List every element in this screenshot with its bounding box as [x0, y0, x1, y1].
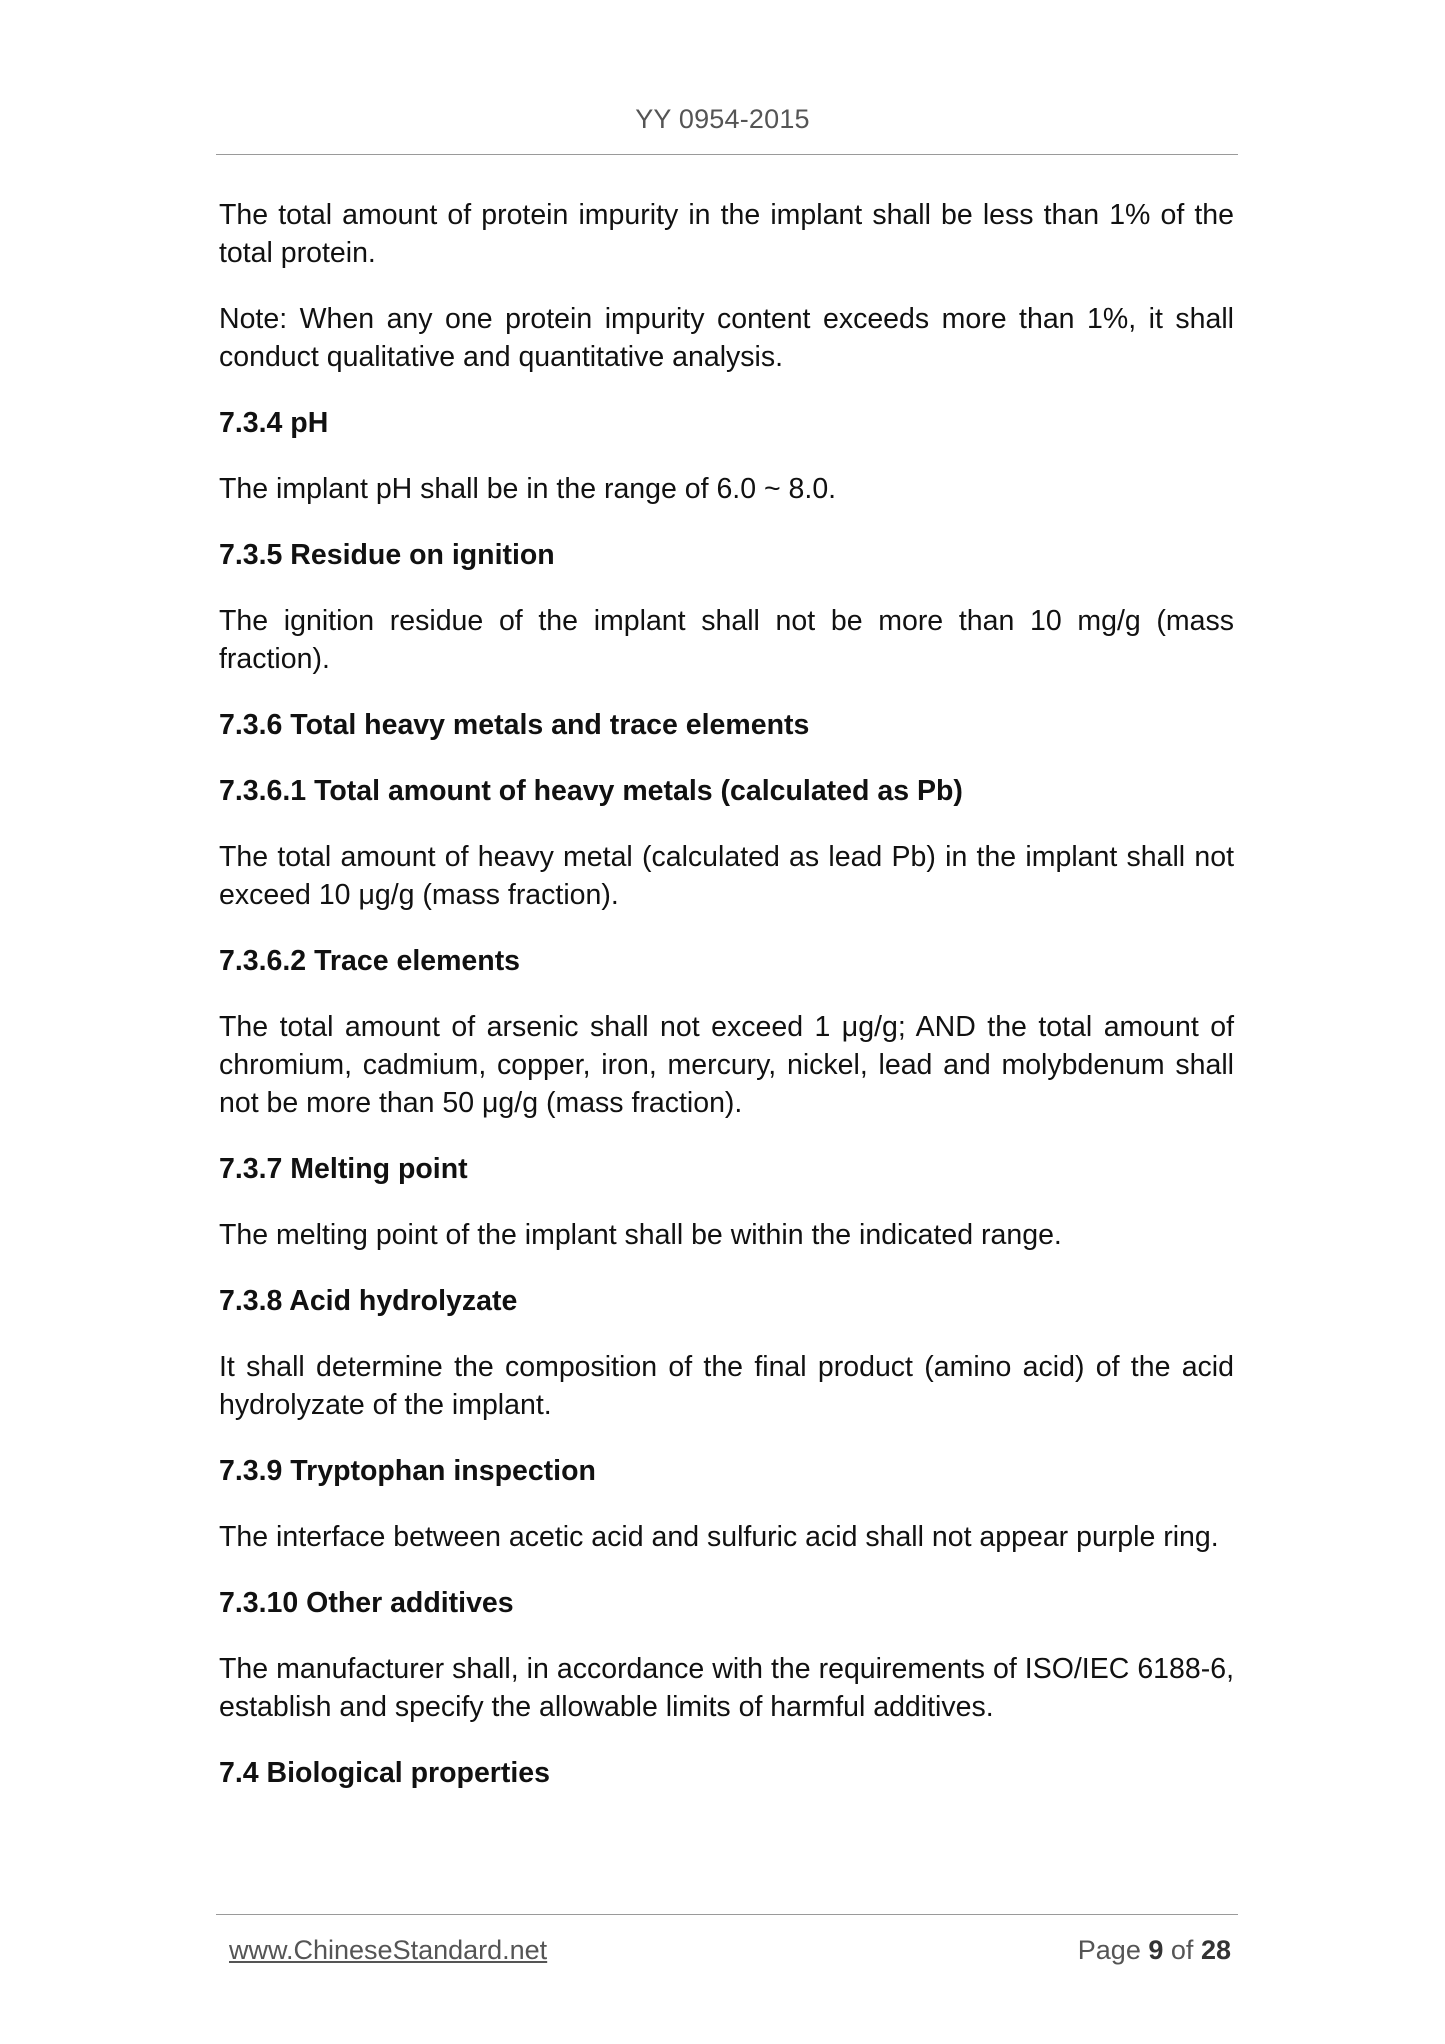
- heading-7-3-5: 7.3.5 Residue on ignition: [219, 539, 555, 571]
- website-link[interactable]: www.ChineseStandard.net: [229, 1935, 548, 1965]
- header-divider: [216, 154, 1238, 155]
- page-number: [1078, 1935, 1231, 1966]
- page-of-label: of: [1170, 1935, 1194, 1965]
- heading-7-3-8: 7.3.8 Acid hydrolyzate: [219, 1285, 518, 1317]
- heading-7-3-9: 7.3.9 Tryptophan inspection: [219, 1455, 596, 1487]
- paragraph-protein-total: The total amount of protein impurity in the implant shall be less than 1% of the total protein.: [219, 199, 1234, 269]
- paragraph-7-3-4: The implant pH shall be in the range of 6.0 ~ 8.0.: [219, 473, 837, 505]
- heading-7-3-6: 7.3.6 Total heavy metals and trace elements: [219, 709, 810, 741]
- document-body: [219, 196, 1234, 1820]
- page-prefix-label: Page: [1077, 1935, 1141, 1965]
- paragraph-7-3-6-2: The total amount of arsenic shall not exceed 1 μg/g; AND the total amount of chromium, cadmium, copper, iron, mercury, nickel, lead and molybdenum shall not be more than 50 μg/g (mass fraction).: [219, 1011, 1234, 1119]
- paragraph-7-3-5: The ignition residue of the implant shall not be more than 10 mg/g (mass fraction).: [219, 605, 1234, 675]
- heading-7-3-6-2: 7.3.6.2 Trace elements: [219, 945, 521, 977]
- current-page-number: 9: [1148, 1935, 1164, 1965]
- paragraph-protein-note: Note: When any one protein impurity content exceeds more than 1%, it shall conduct qualitative and quantitative analysis.: [219, 303, 1234, 373]
- heading-7-3-7: 7.3.7 Melting point: [219, 1153, 468, 1185]
- heading-7-4: 7.4 Biological properties: [219, 1757, 551, 1789]
- heading-7-3-10: 7.3.10 Other additives: [219, 1587, 514, 1619]
- footer-divider: [216, 1914, 1238, 1915]
- heading-7-3-4: 7.3.4 pH: [219, 407, 329, 439]
- paragraph-7-3-10: The manufacturer shall, in accordance with the requirements of ISO/IEC 6188-6, establish and specify the allowable limits of harmful additives.: [219, 1653, 1234, 1723]
- paragraph-7-3-8: It shall determine the composition of the final product (amino acid) of the acid hydrolyzate of the implant.: [219, 1351, 1234, 1421]
- paragraph-7-3-7: The melting point of the implant shall be within the indicated range.: [219, 1219, 1062, 1251]
- paragraph-7-3-9: The interface between acetic acid and sulfuric acid shall not appear purple ring.: [219, 1521, 1219, 1553]
- paragraph-7-3-6-1: The total amount of heavy metal (calculated as lead Pb) in the implant shall not exceed 10 μg/g (mass fraction).: [219, 841, 1234, 911]
- heading-7-3-6-1: 7.3.6.1 Total amount of heavy metals (calculated as Pb): [219, 775, 963, 807]
- total-pages-number: 28: [1200, 1935, 1231, 1965]
- document-header-title: YY 0954-2015: [635, 104, 810, 134]
